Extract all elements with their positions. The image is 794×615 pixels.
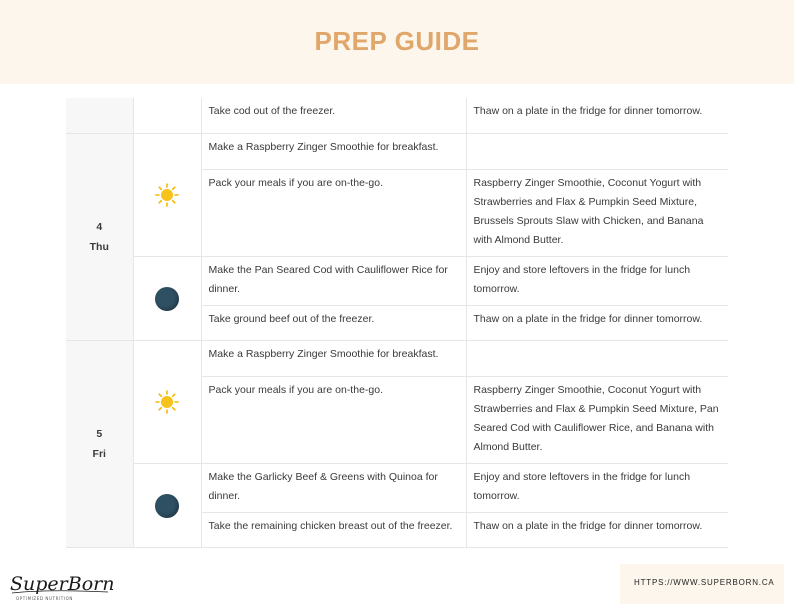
evening-icon-cell: [133, 257, 201, 341]
task-cell: Make the Pan Seared Cod with Cauliflower Rice for dinner.: [201, 257, 466, 306]
note-cell: [466, 134, 728, 170]
task-cell: Make the Garlicky Beef & Greens with Quinoa for dinner.: [201, 464, 466, 513]
moon-icon: [155, 287, 179, 311]
day-number: 5: [96, 428, 103, 440]
morning-icon-cell: [133, 341, 201, 464]
page-title: PREP GUIDE: [314, 26, 480, 56]
task-cell: Make a Raspberry Zinger Smoothie for breakfast.: [201, 341, 466, 377]
task-cell: Take cod out of the freezer.: [201, 98, 466, 134]
note-cell: Raspberry Zinger Smoothie, Coconut Yogurt with Strawberries and Flax & Pumpkin Seed Mixture, Brussels Sprouts Slaw with Chicken, and Banana with Almond Butter.: [466, 170, 728, 257]
logo-wordmark: SuperBorn: [10, 573, 115, 595]
note-cell: Enjoy and store leftovers in the fridge for lunch tomorrow.: [466, 464, 728, 513]
note-cell: Thaw on a plate in the fridge for dinner tomorrow.: [466, 98, 728, 134]
table-row: [66, 98, 728, 134]
website-badge[interactable]: [620, 564, 784, 604]
moon-icon: [155, 494, 179, 518]
header-band: [0, 0, 794, 84]
sun-icon: [155, 390, 179, 414]
task-cell: Make a Raspberry Zinger Smoothie for breakfast.: [201, 134, 466, 170]
evening-icon-cell: [133, 464, 201, 548]
morning-icon-cell: [133, 134, 201, 257]
icon-cell-empty: [133, 98, 201, 134]
note-cell: Thaw on a plate in the fridge for dinner tomorrow.: [466, 306, 728, 341]
day-cell-thu: [66, 134, 133, 341]
day-number: 4: [96, 221, 103, 233]
task-cell: Pack your meals if you are on-the-go.: [201, 170, 466, 257]
note-cell: Enjoy and store leftovers in the fridge for lunch tomorrow.: [466, 257, 728, 306]
note-cell: Thaw on a plate in the fridge for dinner tomorrow.: [466, 513, 728, 548]
table-row: [66, 257, 728, 306]
table-row: [66, 464, 728, 513]
logo-tagline: OPTIMIZED NUTRITION: [16, 596, 73, 601]
task-cell: Take ground beef out of the freezer.: [201, 306, 466, 341]
day-name: Fri: [92, 448, 106, 460]
task-cell: Take the remaining chicken breast out of the freezer.: [201, 513, 466, 548]
sun-icon: [155, 183, 179, 207]
note-cell: [466, 341, 728, 377]
superborn-logo: [8, 566, 118, 606]
day-cell-empty: [66, 98, 133, 134]
website-link[interactable]: HTTPS://WWW.SUPERBORN.CA: [634, 578, 775, 587]
table-row: [66, 341, 728, 377]
note-cell: Raspberry Zinger Smoothie, Coconut Yogurt with Strawberries and Flax & Pumpkin Seed Mixture, Pan Seared Cod with Cauliflower Rice, and Banana with Almond Butter.: [466, 377, 728, 464]
day-name: Thu: [89, 241, 109, 253]
task-cell: Pack your meals if you are on-the-go.: [201, 377, 466, 464]
day-cell-fri: [66, 341, 133, 548]
table-row: [66, 134, 728, 170]
prep-guide-table: [66, 98, 728, 548]
